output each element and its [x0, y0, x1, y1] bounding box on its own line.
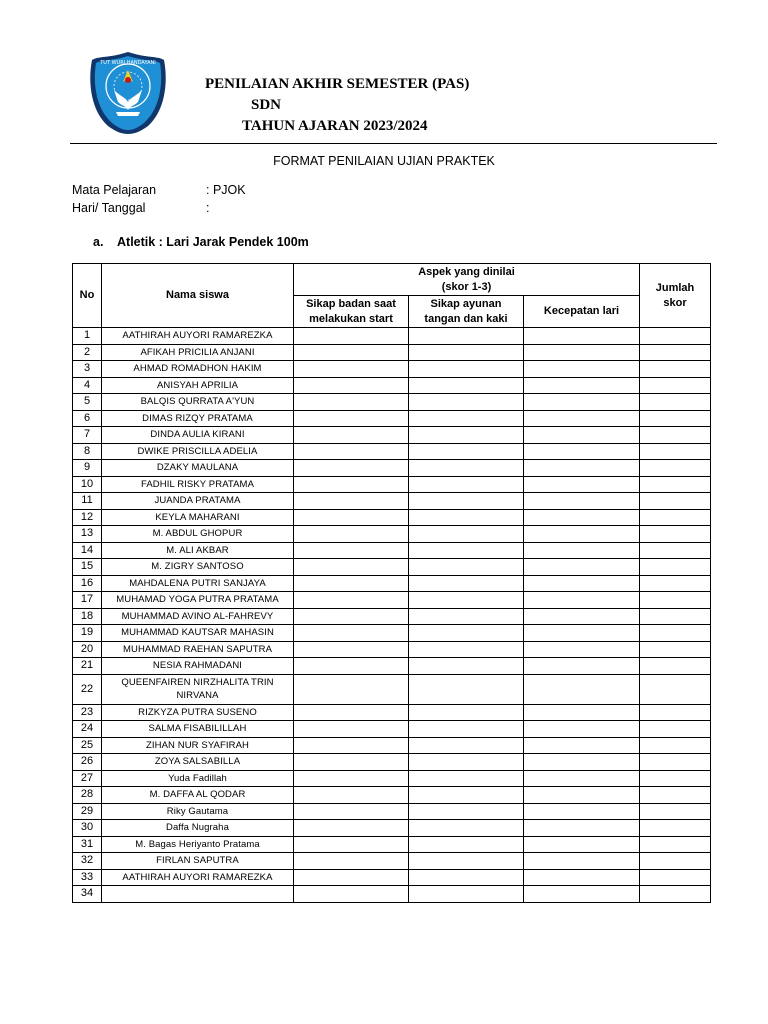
table-row: [73, 737, 711, 754]
col-header-aspect-line1: Aspek yang dinilai: [418, 265, 515, 278]
score-total[interactable]: [640, 410, 711, 427]
table-row: [73, 853, 711, 870]
row-no: 22: [73, 674, 102, 704]
score-start[interactable]: [294, 559, 409, 576]
col-header-total-line1: Jumlah: [655, 281, 695, 294]
table-row: [73, 427, 711, 444]
table-row: [73, 559, 711, 576]
score-speed[interactable]: [524, 575, 640, 592]
score-swing[interactable]: [409, 625, 524, 642]
student-name: BALQIS QURRATA A'YUN: [102, 394, 294, 411]
score-speed[interactable]: [524, 592, 640, 609]
score-total[interactable]: [640, 625, 711, 642]
score-total[interactable]: [640, 674, 711, 704]
table-row: [73, 886, 711, 903]
score-speed[interactable]: [524, 361, 640, 378]
score-start[interactable]: [294, 704, 409, 721]
row-no: 7: [73, 427, 102, 444]
student-name: NESIA RAHMADANI: [102, 658, 294, 675]
table-row: [73, 476, 711, 493]
score-start[interactable]: [294, 820, 409, 837]
format-title: FORMAT PENILAIAN UJIAN PRAKTEK: [273, 154, 495, 168]
col-header-total-line2: skor: [663, 296, 687, 309]
score-speed[interactable]: [524, 721, 640, 738]
score-total[interactable]: [640, 328, 711, 345]
row-no: 13: [73, 526, 102, 543]
row-no: 17: [73, 592, 102, 609]
score-total[interactable]: [640, 853, 711, 870]
student-name: RIZKYZA PUTRA SUSENO: [102, 704, 294, 721]
score-start[interactable]: [294, 509, 409, 526]
col-header-start: [294, 296, 409, 328]
score-total[interactable]: [640, 608, 711, 625]
score-speed[interactable]: [524, 377, 640, 394]
student-name: M. ZIGRY SANTOSO: [102, 559, 294, 576]
score-start[interactable]: [294, 427, 409, 444]
table-row: [73, 542, 711, 559]
row-no: 1: [73, 328, 102, 345]
score-speed[interactable]: [524, 641, 640, 658]
student-name: MUHAMMAD AVINO AL-FAHREVY: [102, 608, 294, 625]
score-total[interactable]: [640, 641, 711, 658]
score-swing[interactable]: [409, 575, 524, 592]
score-total[interactable]: [640, 737, 711, 754]
score-total[interactable]: [640, 460, 711, 477]
score-swing[interactable]: [409, 559, 524, 576]
row-no: 8: [73, 443, 102, 460]
score-speed[interactable]: [524, 493, 640, 510]
score-total[interactable]: [640, 754, 711, 771]
row-no: 21: [73, 658, 102, 675]
table-row: [73, 625, 711, 642]
score-start[interactable]: [294, 803, 409, 820]
row-no: 16: [73, 575, 102, 592]
student-name: KEYLA MAHARANI: [102, 509, 294, 526]
student-name: FIRLAN SAPUTRA: [102, 853, 294, 870]
score-speed[interactable]: [524, 869, 640, 886]
score-swing[interactable]: [409, 853, 524, 870]
col-header-name: Nama siswa: [102, 264, 294, 328]
score-start[interactable]: [294, 526, 409, 543]
table-row: [73, 641, 711, 658]
section-heading: [93, 234, 309, 250]
score-swing[interactable]: [409, 836, 524, 853]
table-row: [73, 526, 711, 543]
score-total[interactable]: [640, 820, 711, 837]
score-total[interactable]: [640, 658, 711, 675]
score-total[interactable]: [640, 721, 711, 738]
row-no: 19: [73, 625, 102, 642]
student-name: DINDA AULIA KIRANI: [102, 427, 294, 444]
score-total[interactable]: [640, 443, 711, 460]
table-row: [73, 361, 711, 378]
score-speed[interactable]: [524, 886, 640, 903]
score-total[interactable]: [640, 836, 711, 853]
row-no: 33: [73, 869, 102, 886]
student-name: M. ABDUL GHOPUR: [102, 526, 294, 543]
row-no: 25: [73, 737, 102, 754]
score-speed[interactable]: [524, 608, 640, 625]
score-start[interactable]: [294, 886, 409, 903]
row-no: 26: [73, 754, 102, 771]
table-row: [73, 394, 711, 411]
score-swing[interactable]: [409, 658, 524, 675]
score-start[interactable]: [294, 592, 409, 609]
section-letter: a.: [93, 235, 104, 249]
score-total[interactable]: [640, 592, 711, 609]
table-row: [73, 328, 711, 345]
score-total[interactable]: [640, 344, 711, 361]
student-name: ZIHAN NUR SYAFIRAH: [102, 737, 294, 754]
student-name: M. DAFFA AL QODAR: [102, 787, 294, 804]
row-no: 34: [73, 886, 102, 903]
score-start[interactable]: [294, 344, 409, 361]
col-header-start-line2: melakukan start: [309, 312, 393, 325]
score-swing[interactable]: [409, 754, 524, 771]
student-name: DWIKE PRISCILLA ADELIA: [102, 443, 294, 460]
score-total[interactable]: [640, 886, 711, 903]
score-start[interactable]: [294, 853, 409, 870]
student-name: AATHIRAH AUYORI RAMAREZKA: [102, 869, 294, 886]
score-swing[interactable]: [409, 361, 524, 378]
score-speed[interactable]: [524, 410, 640, 427]
table-row: [73, 803, 711, 820]
score-total[interactable]: [640, 427, 711, 444]
score-total[interactable]: [640, 377, 711, 394]
row-no: 32: [73, 853, 102, 870]
score-speed[interactable]: [524, 476, 640, 493]
student-name: FADHIL RISKY PRATAMA: [102, 476, 294, 493]
score-swing[interactable]: [409, 886, 524, 903]
score-speed[interactable]: [524, 344, 640, 361]
score-total[interactable]: [640, 526, 711, 543]
student-name: [102, 886, 294, 903]
score-swing[interactable]: [409, 770, 524, 787]
score-total[interactable]: [640, 704, 711, 721]
student-name: Yuda Fadillah: [102, 770, 294, 787]
score-swing[interactable]: [409, 820, 524, 837]
score-speed[interactable]: [524, 754, 640, 771]
score-total[interactable]: [640, 869, 711, 886]
student-name: DZAKY MAULANA: [102, 460, 294, 477]
score-total[interactable]: [640, 509, 711, 526]
score-speed[interactable]: [524, 820, 640, 837]
score-speed[interactable]: [524, 704, 640, 721]
student-name: MUHAMMAD RAEHAN SAPUTRA: [102, 641, 294, 658]
score-swing[interactable]: [409, 674, 524, 704]
table-row: [73, 704, 711, 721]
score-start[interactable]: [294, 641, 409, 658]
score-start[interactable]: [294, 608, 409, 625]
row-no: 27: [73, 770, 102, 787]
row-no: 6: [73, 410, 102, 427]
table-row: [73, 754, 711, 771]
score-swing[interactable]: [409, 803, 524, 820]
score-speed[interactable]: [524, 542, 640, 559]
row-no: 20: [73, 641, 102, 658]
score-speed[interactable]: [524, 737, 640, 754]
score-total[interactable]: [640, 542, 711, 559]
score-swing[interactable]: [409, 592, 524, 609]
header-title-line2: SDN: [251, 97, 282, 113]
score-start[interactable]: [294, 737, 409, 754]
score-swing[interactable]: [409, 787, 524, 804]
score-start[interactable]: [294, 493, 409, 510]
subject-value: : PJOK: [206, 183, 246, 197]
subject-label: Mata Pelajaran: [72, 183, 157, 197]
student-name-line1: QUEENFAIREN NIRZHALITA TRIN: [121, 677, 274, 688]
table-row: [73, 836, 711, 853]
score-swing[interactable]: [409, 493, 524, 510]
score-speed[interactable]: [524, 328, 640, 345]
score-start[interactable]: [294, 542, 409, 559]
col-header-start-line1: Sikap badan saat: [306, 297, 396, 310]
col-header-no: No: [73, 264, 102, 328]
score-start[interactable]: [294, 443, 409, 460]
student-name: MUHAMAD YOGA PUTRA PRATAMA: [102, 592, 294, 609]
table-row: [73, 575, 711, 592]
student-name: AATHIRAH AUYORI RAMAREZKA: [102, 328, 294, 345]
score-speed[interactable]: [524, 674, 640, 704]
score-swing[interactable]: [409, 410, 524, 427]
student-name: MUHAMMAD KAUTSAR MAHASIN: [102, 625, 294, 642]
col-header-swing-line2: tangan dan kaki: [424, 312, 508, 325]
score-swing[interactable]: [409, 427, 524, 444]
col-header-swing: [409, 296, 524, 328]
score-speed[interactable]: [524, 803, 640, 820]
section-title: Atletik : Lari Jarak Pendek 100m: [117, 235, 309, 249]
score-start[interactable]: [294, 721, 409, 738]
score-start[interactable]: [294, 377, 409, 394]
score-total[interactable]: [640, 361, 711, 378]
date-value: :: [206, 201, 210, 215]
score-swing[interactable]: [409, 377, 524, 394]
score-speed[interactable]: [524, 526, 640, 543]
header-title-line3: TAHUN AJARAN 2023/2024: [242, 118, 428, 134]
score-swing[interactable]: [409, 443, 524, 460]
table-row: [73, 787, 711, 804]
row-no: 9: [73, 460, 102, 477]
score-speed[interactable]: [524, 658, 640, 675]
row-no: 15: [73, 559, 102, 576]
row-no: 14: [73, 542, 102, 559]
table-row: [73, 443, 711, 460]
score-start[interactable]: [294, 328, 409, 345]
logo-emblem-icon: [88, 50, 168, 134]
score-start[interactable]: [294, 460, 409, 477]
score-speed[interactable]: [524, 836, 640, 853]
score-swing[interactable]: [409, 509, 524, 526]
score-start[interactable]: [294, 575, 409, 592]
score-speed[interactable]: [524, 787, 640, 804]
score-swing[interactable]: [409, 526, 524, 543]
score-start[interactable]: [294, 674, 409, 704]
col-header-swing-line1: Sikap ayunan: [430, 297, 502, 310]
row-no: 23: [73, 704, 102, 721]
score-start[interactable]: [294, 394, 409, 411]
row-no: 29: [73, 803, 102, 820]
score-start[interactable]: [294, 787, 409, 804]
student-name: SALMA FISABILILLAH: [102, 721, 294, 738]
table-row: [73, 410, 711, 427]
table-row: [73, 658, 711, 675]
header-divider: [70, 143, 717, 144]
score-swing[interactable]: [409, 721, 524, 738]
score-swing[interactable]: [409, 460, 524, 477]
student-name: MAHDALENA PUTRI SANJAYA: [102, 575, 294, 592]
row-no: 18: [73, 608, 102, 625]
score-speed[interactable]: [524, 625, 640, 642]
score-total[interactable]: [640, 476, 711, 493]
score-total[interactable]: [640, 787, 711, 804]
table-row: [73, 377, 711, 394]
score-total[interactable]: [640, 575, 711, 592]
score-speed[interactable]: [524, 509, 640, 526]
row-no: 10: [73, 476, 102, 493]
header-title-line1: PENILAIAN AKHIR SEMESTER (PAS): [205, 76, 470, 92]
score-start[interactable]: [294, 410, 409, 427]
table-row: [73, 592, 711, 609]
score-start[interactable]: [294, 836, 409, 853]
date-label: Hari/ Tanggal: [72, 201, 146, 215]
row-no: 2: [73, 344, 102, 361]
col-header-aspect: [294, 264, 640, 296]
score-start[interactable]: [294, 869, 409, 886]
score-start[interactable]: [294, 770, 409, 787]
score-swing[interactable]: [409, 704, 524, 721]
score-total[interactable]: [640, 559, 711, 576]
score-swing[interactable]: [409, 869, 524, 886]
table-row: [73, 344, 711, 361]
score-swing[interactable]: [409, 641, 524, 658]
table-row: [73, 721, 711, 738]
table-row: [73, 869, 711, 886]
score-total[interactable]: [640, 394, 711, 411]
col-header-speed: Kecepatan lari: [524, 296, 640, 328]
row-no: 28: [73, 787, 102, 804]
score-start[interactable]: [294, 476, 409, 493]
score-start[interactable]: [294, 658, 409, 675]
score-swing[interactable]: [409, 737, 524, 754]
score-swing[interactable]: [409, 476, 524, 493]
row-no: 4: [73, 377, 102, 394]
col-header-total: [640, 264, 711, 328]
student-name-line2: NIRVANA: [176, 690, 219, 701]
assessment-table: [72, 263, 711, 903]
row-no: 12: [73, 509, 102, 526]
row-no: 5: [73, 394, 102, 411]
table-row: [73, 820, 711, 837]
student-name: ZOYA SALSABILLA: [102, 754, 294, 771]
score-total[interactable]: [640, 803, 711, 820]
student-name: DIMAS RIZQY PRATAMA: [102, 410, 294, 427]
col-header-aspect-line2: (skor 1-3): [441, 280, 492, 293]
student-name: ANISYAH APRILIA: [102, 377, 294, 394]
student-name: Daffa Nugraha: [102, 820, 294, 837]
score-start[interactable]: [294, 625, 409, 642]
score-start[interactable]: [294, 754, 409, 771]
score-speed[interactable]: [524, 427, 640, 444]
score-swing[interactable]: [409, 344, 524, 361]
score-swing[interactable]: [409, 328, 524, 345]
table-row: [73, 674, 711, 704]
score-total[interactable]: [640, 493, 711, 510]
row-no: 24: [73, 721, 102, 738]
student-name: M. Bagas Heriyanto Pratama: [102, 836, 294, 853]
student-name: M. ALI AKBAR: [102, 542, 294, 559]
student-name: AFIKAH PRICILIA ANJANI: [102, 344, 294, 361]
score-speed[interactable]: [524, 770, 640, 787]
score-speed[interactable]: [524, 394, 640, 411]
score-speed[interactable]: [524, 443, 640, 460]
score-total[interactable]: [640, 770, 711, 787]
row-no: 11: [73, 493, 102, 510]
student-name: AHMAD ROMADHON HAKIM: [102, 361, 294, 378]
score-swing[interactable]: [409, 542, 524, 559]
table-row: [73, 770, 711, 787]
row-no: 3: [73, 361, 102, 378]
score-swing[interactable]: [409, 394, 524, 411]
row-no: 30: [73, 820, 102, 837]
tut-wuri-handayani-logo: [88, 50, 168, 134]
student-name: JUANDA PRATAMA: [102, 493, 294, 510]
table-row: [73, 460, 711, 477]
row-no: 31: [73, 836, 102, 853]
score-speed[interactable]: [524, 460, 640, 477]
score-speed[interactable]: [524, 559, 640, 576]
score-speed[interactable]: [524, 853, 640, 870]
table-row: [73, 493, 711, 510]
score-swing[interactable]: [409, 608, 524, 625]
table-row: [73, 509, 711, 526]
score-start[interactable]: [294, 361, 409, 378]
table-row: [73, 608, 711, 625]
logo-motto-text: TUT WURI HANDAYANI: [100, 60, 156, 66]
student-name: Riky Gautama: [102, 803, 294, 820]
student-name: [102, 674, 294, 704]
